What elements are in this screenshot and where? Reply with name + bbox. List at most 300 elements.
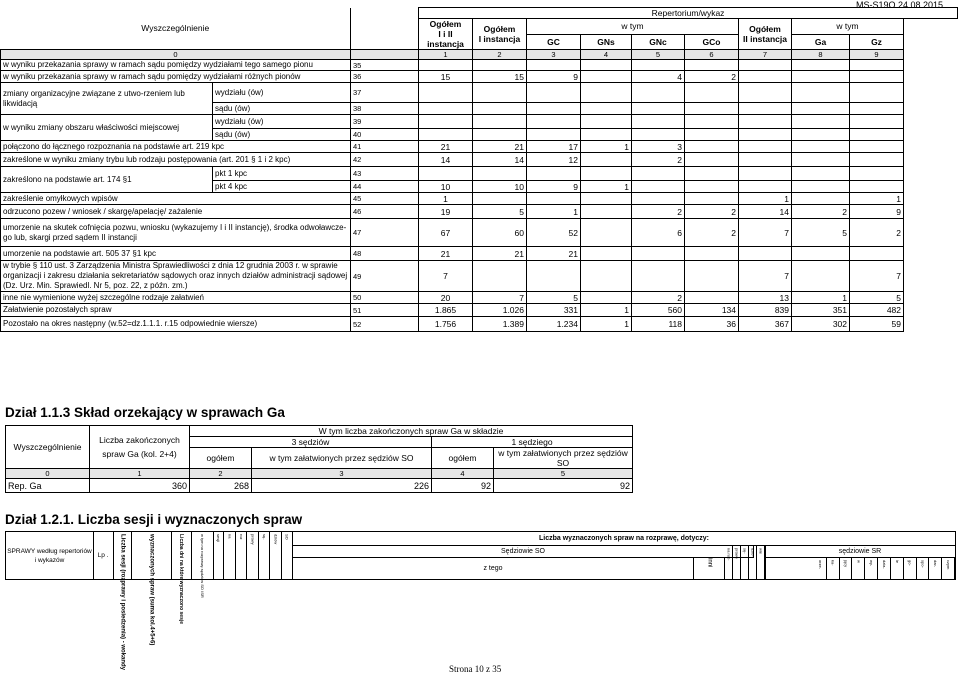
row-number: 38	[351, 103, 419, 115]
h-w-tym-na-rozprawe: w tym na rozprawę sędziów SO ISR	[200, 534, 205, 598]
cell-value: 2	[632, 153, 685, 167]
table-row	[1, 193, 958, 205]
table-row	[1, 304, 958, 317]
header-w-tym-1: w tym	[527, 19, 739, 35]
cell-value: 19	[419, 205, 473, 219]
col-number: 8	[792, 50, 850, 60]
cell-value: 10	[473, 181, 527, 193]
cell-value: 60	[473, 219, 527, 247]
col-number: 0	[6, 469, 90, 479]
cell-value: 12	[527, 153, 581, 167]
vertical-header-cell	[741, 546, 749, 579]
cell-value	[792, 83, 850, 103]
cell-value: 13	[739, 292, 792, 304]
cell-value	[685, 292, 739, 304]
cell-value	[685, 181, 739, 193]
row-number: 44	[351, 181, 419, 193]
cell-value	[685, 129, 739, 141]
vertical-header-cell	[891, 558, 904, 579]
vertical-header-cell	[224, 532, 235, 579]
cell-value: 14	[419, 153, 473, 167]
cell-value	[632, 83, 685, 103]
cell-value	[850, 141, 904, 153]
cell-value	[581, 83, 632, 103]
vertical-header-cell	[929, 558, 942, 579]
vertical-header-cell	[814, 558, 827, 579]
cell-value	[581, 219, 632, 247]
cell-value	[419, 115, 473, 129]
row-label: Pozostało na okres następny (w.52=dz.1.1.1. r.15 odpowiednie wiersze)	[1, 317, 351, 332]
row-number: 52	[351, 317, 419, 332]
cell-value: 6	[632, 219, 685, 247]
cell-value: 1	[850, 193, 904, 205]
row-label: połączono do łącznego rozpoznania na podstawie art. 219 kpc	[1, 141, 351, 153]
cell-value: 1.756	[419, 317, 473, 332]
col-number: 5	[632, 50, 685, 60]
vertical-header-cell	[733, 546, 741, 579]
cell-value	[792, 167, 850, 181]
cell-value	[685, 261, 739, 292]
vertical-header-text: SO	[284, 534, 290, 540]
cell-value: 331	[527, 304, 581, 317]
h-ogolem-a: ogółem	[190, 448, 252, 469]
header-repertorium: Repertorium/wykaz	[419, 8, 958, 19]
vertical-header-cell	[917, 558, 930, 579]
h-zalatwionych-so-a: w tym załatwionych przez sędziów SO	[252, 448, 432, 469]
cell-value	[473, 60, 527, 71]
cell-value	[739, 83, 792, 103]
row-sublabel: wydziału (ów)	[213, 83, 351, 103]
cell-value	[850, 83, 904, 103]
cell-value: 1	[581, 304, 632, 317]
header-ogolem-i-ii: Ogółem I i II instancja	[419, 19, 473, 50]
cell-value: 7	[419, 261, 473, 292]
col-number: 4	[581, 50, 632, 60]
vertical-header-text: ka-	[830, 560, 836, 566]
table-row	[1, 292, 958, 304]
cell-value: 2	[685, 205, 739, 219]
col-number: 2	[473, 50, 527, 60]
vertical-header-text: wy-	[869, 560, 875, 567]
cell-value: 1	[419, 193, 473, 205]
cell-value: 3	[632, 141, 685, 153]
cell-value	[473, 115, 527, 129]
cell-value: 7	[739, 261, 792, 292]
h-zalatwionych-so-b: w tym załatwionych przez sędziów SO	[494, 448, 633, 469]
vertical-header-text: dziów	[273, 534, 279, 545]
vertical-header-cell	[865, 558, 878, 579]
cell-value	[850, 60, 904, 71]
cell-value: 1.865	[419, 304, 473, 317]
header-w-tym-2: w tym	[792, 19, 904, 35]
row-number: 43	[351, 167, 419, 181]
cell-value: 5	[850, 292, 904, 304]
header-gns: GNs	[581, 34, 632, 50]
cell-value: 15	[419, 71, 473, 83]
cell-value	[685, 83, 739, 103]
cell-value	[739, 247, 792, 261]
cell-value: 21	[473, 247, 527, 261]
h-sedziowie-so: Sędziowie SO	[293, 546, 753, 558]
col-number: 4	[432, 469, 494, 479]
vertical-header-cell	[725, 546, 733, 579]
vertical-header-cell	[878, 558, 891, 579]
cell-value	[419, 167, 473, 181]
cell-value	[850, 103, 904, 115]
cell-value: 351	[792, 304, 850, 317]
cell-value: 21	[527, 247, 581, 261]
row-label: w wyniku zmiany obszaru właściwości miejscowej	[1, 115, 213, 141]
vertical-header-text: czym	[946, 560, 952, 570]
cell-value: 302	[792, 317, 850, 332]
cell-value	[419, 60, 473, 71]
vertical-header-cell	[942, 558, 955, 579]
cell-value: 118	[632, 317, 685, 332]
cell-value: 2	[850, 219, 904, 247]
row-label: umorzenie na podstawie art. 505 37 §1 kpc	[1, 247, 351, 261]
cell-value	[792, 247, 850, 261]
header-ogolem-i: Ogółem I instancja	[473, 19, 527, 50]
row-number: 48	[351, 247, 419, 261]
row-sublabel: pkt 1 kpc	[213, 167, 351, 181]
column-numbers-row	[1, 50, 958, 60]
cell-value: 7	[850, 261, 904, 292]
vertical-header-cell	[247, 532, 258, 579]
cell-value	[850, 153, 904, 167]
h-liczba-sesji: Liczba sesji (rozprawy i posiedzenia) - wokandy	[119, 534, 126, 671]
header-gco: GCo	[685, 34, 739, 50]
cell-value	[850, 181, 904, 193]
cell-value	[473, 167, 527, 181]
cell-value: 7	[473, 292, 527, 304]
h-inni: inni	[706, 558, 713, 568]
row-sublabel: sądu (ów)	[213, 103, 351, 115]
cell-value	[850, 71, 904, 83]
cell-value: 482	[850, 304, 904, 317]
row-number: 49	[351, 261, 419, 292]
vertical-header-text: le	[894, 560, 900, 564]
h-w-tym-liczba: W tym liczba zakończonych spraw Ga w składzie	[190, 426, 633, 437]
cell-value: 9	[850, 205, 904, 219]
cell-value: 17	[527, 141, 581, 153]
h-z-tego: z tego	[293, 558, 694, 579]
cell-value	[685, 141, 739, 153]
cell-value	[473, 193, 527, 205]
cell-value	[581, 292, 632, 304]
table-row	[1, 153, 958, 167]
cell-value	[473, 103, 527, 115]
row-number: 40	[351, 129, 419, 141]
col-number: 1	[90, 469, 190, 479]
cell-value	[739, 71, 792, 83]
col-number: 5	[494, 469, 633, 479]
row-label: zakreślone w wyniku zmiany trybu lub rodzaju postępowania (art. 201 § 1 i 2 kpc)	[1, 153, 351, 167]
header-gc: GC	[527, 34, 581, 50]
cell-value: 36	[685, 317, 739, 332]
cell-value	[739, 181, 792, 193]
table-row	[1, 205, 958, 219]
cell-value: 1	[739, 193, 792, 205]
vertical-header-text: sę-	[261, 534, 267, 540]
section-121-title: Dział 1.2.1. Liczba sesji i wyznaczonych spraw	[5, 512, 303, 527]
cell-value: 9	[527, 181, 581, 193]
cell-value	[850, 247, 904, 261]
cell-value	[850, 167, 904, 181]
document-code: MS-S19O 24.08.2015	[856, 0, 944, 10]
vertical-header-text: prawę	[734, 548, 740, 559]
table-row	[1, 71, 958, 83]
vertical-header-cell	[236, 532, 247, 579]
cell-value	[850, 129, 904, 141]
cell-value	[792, 193, 850, 205]
cell-value	[473, 83, 527, 103]
cell-value	[739, 141, 792, 153]
h-lp: Lp .	[93, 532, 114, 579]
cell-value	[632, 167, 685, 181]
cell-value: 21	[419, 141, 473, 153]
cell-value	[419, 103, 473, 115]
cell-value	[527, 60, 581, 71]
cell-value: 15	[473, 71, 527, 83]
cell-value: 1	[581, 181, 632, 193]
cell-value: 21	[419, 247, 473, 261]
col-number: 1	[419, 50, 473, 60]
vertical-header-cell	[259, 532, 270, 579]
vertical-header-cell	[213, 532, 224, 579]
cell-value: 2	[685, 219, 739, 247]
h-ogolem-b: ogółem	[432, 448, 494, 469]
cell-value: 20	[419, 292, 473, 304]
cell-value: 14	[473, 153, 527, 167]
cell-value: 21	[473, 141, 527, 153]
vertical-header-text: prawy	[250, 534, 256, 545]
vertical-header-text: dzia-	[881, 560, 887, 569]
cell-value	[792, 181, 850, 193]
row-sublabel: sądu (ów)	[213, 129, 351, 141]
cell-value	[739, 60, 792, 71]
cell-value	[581, 129, 632, 141]
section-113-title: Dział 1.1.3 Skład orzekający w sprawach Ga	[5, 405, 285, 420]
cell-value	[527, 103, 581, 115]
cell-value: 67	[419, 219, 473, 247]
cell-value	[581, 205, 632, 219]
header-ogolem-ii: Ogółem II instancja	[739, 19, 792, 50]
cell-value	[792, 261, 850, 292]
row-number: 50	[351, 292, 419, 304]
cell-value: 5	[473, 205, 527, 219]
h-3-sedziow: 3 sędziów	[190, 437, 432, 448]
vertical-header-cell	[852, 558, 865, 579]
cell-value	[581, 60, 632, 71]
cell-value: 92	[432, 479, 494, 493]
cell-value	[632, 181, 685, 193]
col-number: 3	[252, 469, 432, 479]
table-row	[1, 141, 958, 153]
cell-value	[581, 261, 632, 292]
vertical-header-text: na	[227, 534, 233, 539]
vertical-header-text: spo-	[920, 560, 926, 568]
cell-value	[739, 167, 792, 181]
cell-value	[792, 129, 850, 141]
cell-value: 2	[685, 71, 739, 83]
cell-value	[581, 71, 632, 83]
cell-value: 5	[792, 219, 850, 247]
cell-value	[527, 261, 581, 292]
row-sublabel: pkt 4 kpc	[213, 181, 351, 193]
cell-value	[527, 115, 581, 129]
h-wyszczegolnienie: Wyszczególnienie	[6, 426, 90, 469]
row-label: Załatwienie pozostałych spraw	[1, 304, 351, 317]
cell-value	[685, 247, 739, 261]
cell-value	[581, 103, 632, 115]
vertical-header-text: w	[856, 560, 862, 563]
table-row	[1, 219, 958, 247]
table-row	[1, 247, 958, 261]
cell-value: 52	[527, 219, 581, 247]
cell-value: 367	[739, 317, 792, 332]
vertical-header-text: sesji	[216, 534, 222, 543]
table-row	[6, 479, 633, 493]
cell-value: 4	[632, 71, 685, 83]
cell-value	[685, 167, 739, 181]
cell-value	[792, 103, 850, 115]
row-number: 37	[351, 83, 419, 103]
header-wyszczegolnienie: Wyszczególnienie	[1, 8, 351, 50]
cell-value	[792, 141, 850, 153]
row-label: zakreślono na podstawie art. 174 §1	[1, 167, 213, 193]
vertical-header-cell	[282, 532, 293, 579]
cell-value: 839	[739, 304, 792, 317]
cell-value: 226	[252, 479, 432, 493]
row-number: 45	[351, 193, 419, 205]
vertical-header-text: dar-	[933, 560, 939, 568]
cell-value	[632, 115, 685, 129]
cell-value	[792, 115, 850, 129]
vertical-header-text: sę-	[742, 548, 748, 554]
cell-value	[473, 129, 527, 141]
cell-value	[527, 129, 581, 141]
cell-value: 1	[581, 317, 632, 332]
header-gnc: GNc	[632, 34, 685, 50]
cell-value: 1	[792, 292, 850, 304]
cell-value	[792, 153, 850, 167]
h-sprawy: SPRAWY według repertoriów i wykazów	[6, 532, 94, 579]
h-wyznaczonych-spraw: wyznaczonych spraw (suma kol.4+5+6)	[148, 534, 155, 646]
cell-value	[850, 115, 904, 129]
table-row	[1, 60, 958, 71]
cell-value	[739, 103, 792, 115]
cell-value	[685, 115, 739, 129]
h-sedziowie-sr: sędziowie SR	[765, 546, 955, 558]
cell-value	[632, 129, 685, 141]
cell-value	[632, 103, 685, 115]
cell-value	[581, 167, 632, 181]
row-label: zmiany organizacyjne związane z utwo-rzeniem lub likwidacją	[1, 83, 213, 115]
cell-value: 5	[527, 292, 581, 304]
vertical-header-cell	[840, 558, 853, 579]
row-sublabel: wydziału (ów)	[213, 115, 351, 129]
cell-value	[685, 153, 739, 167]
cell-value	[632, 60, 685, 71]
table-row	[1, 83, 958, 103]
row-number: 46	[351, 205, 419, 219]
row-number: 36	[351, 71, 419, 83]
header-ga: Ga	[792, 34, 850, 50]
row-label: umorzenie na skutek cofnięcia pozwu, wniosku (wykazujemy I i II instancję), środka odwoławcze-go lub, skargi przed sądem II instancji	[1, 219, 351, 247]
cell-value	[739, 129, 792, 141]
col-number: 9	[850, 50, 904, 60]
cell-value	[685, 193, 739, 205]
h-1-sedziego: 1 sędziego	[432, 437, 633, 448]
row-number: 39	[351, 115, 419, 129]
col-number: 2	[190, 469, 252, 479]
col-number: 7	[739, 50, 792, 60]
cell-value: 1.389	[473, 317, 527, 332]
cell-value: 560	[632, 304, 685, 317]
sklad-orzekajacy-table	[5, 425, 633, 493]
cell-value: 59	[850, 317, 904, 332]
row-label: odrzucono pozew / wniosek / skargę/apelację/ zażalenie	[1, 205, 351, 219]
col-number: 6	[685, 50, 739, 60]
row-number: 41	[351, 141, 419, 153]
cell-value	[632, 261, 685, 292]
vertical-header-text: roz	[239, 534, 245, 540]
vertical-header-cell	[757, 546, 765, 579]
cell-value	[473, 261, 527, 292]
vertical-header-cell	[904, 558, 917, 579]
row-number: 47	[351, 219, 419, 247]
cell-value	[527, 193, 581, 205]
table-row	[1, 167, 958, 181]
h-liczba-dni: Liczba dni na które wyznaczono sesje	[178, 534, 184, 625]
cell-value	[419, 129, 473, 141]
vertical-header-text: wie	[758, 548, 764, 555]
cell-value: 268	[190, 479, 252, 493]
vertical-header-text: jący	[843, 560, 849, 568]
row-number: 35	[351, 60, 419, 71]
cell-value	[581, 153, 632, 167]
cell-value: 2	[632, 292, 685, 304]
vertical-header-text: orze-	[817, 560, 823, 570]
cell-value	[581, 193, 632, 205]
cell-value: 10	[419, 181, 473, 193]
cell-value: 92	[494, 479, 633, 493]
cell-value	[581, 247, 632, 261]
row-label: w wyniku przekazania sprawy w ramach sądu pomiędzy wydziałami różnych pionów	[1, 71, 351, 83]
cell-value: 1	[527, 205, 581, 219]
row-label: zakreślenie omyłkowych wpisów	[1, 193, 351, 205]
cell-value: 134	[685, 304, 739, 317]
cell-value: 1.234	[527, 317, 581, 332]
h-liczba-wyznaczonych: Liczba wyznaczonych spraw na rozprawę, dotyczy:	[293, 532, 955, 546]
cell-value	[419, 83, 473, 103]
cell-value: 1.026	[473, 304, 527, 317]
row-label: Rep. Ga	[6, 479, 90, 493]
cell-value	[739, 115, 792, 129]
h-liczba-zakonczonych: Liczba zakończonych spraw Ga (kol. 2+4)	[90, 426, 190, 469]
cell-value	[792, 71, 850, 83]
vertical-header-cell	[270, 532, 281, 579]
row-label: w wyniku przekazania sprawy w ramach sądu pomiędzy wydziałami tego samego pionu	[1, 60, 351, 71]
col-number: 0	[1, 50, 351, 60]
vertical-header-cell	[827, 558, 840, 579]
cell-value: 2	[792, 205, 850, 219]
cell-value: 360	[90, 479, 190, 493]
cell-value	[685, 60, 739, 71]
table-row	[1, 317, 958, 332]
cell-value	[527, 167, 581, 181]
row-number: 51	[351, 304, 419, 317]
